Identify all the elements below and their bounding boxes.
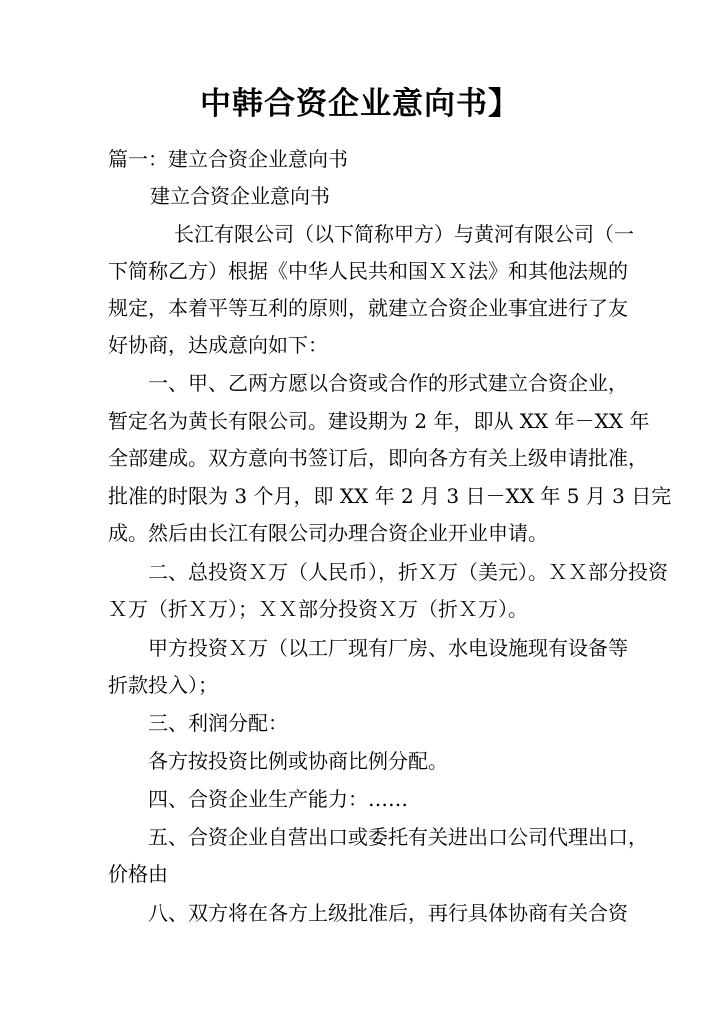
paragraph-line: 价格由 bbox=[108, 862, 168, 886]
paragraph-line: Ｘ万（折Ｘ万）；ＸＸ部分投资Ｘ万（折Ｘ万）。 bbox=[108, 597, 528, 621]
paragraph-line: 成。然后由长江有限公司办理合资企业开业申请。 bbox=[108, 521, 548, 545]
paragraph-line: 各方按投资比例或协商比例分配。 bbox=[148, 749, 448, 773]
paragraph-line: 二、总投资Ｘ万（人民币），折Ｘ万（美元）。ＸＸ部分投资 bbox=[148, 560, 668, 584]
paragraph-line: 规定，本着平等互利的原则，就建立合资企业事宜进行了友 bbox=[108, 296, 628, 320]
paragraph-line: 折款投入）； bbox=[108, 673, 218, 697]
paragraph-line: 暂定名为黄长有限公司。建设期为 2 年，即从 XX 年－XX 年 bbox=[108, 409, 650, 433]
paragraph-line: 四、合资企业生产能力：…… bbox=[148, 787, 408, 811]
paragraph-line: 五、合资企业自营出口或委托有关进出口公司代理出口， bbox=[148, 825, 648, 849]
paragraph-line: 长江有限公司（以下简称甲方）与黄河有限公司（一 bbox=[174, 222, 634, 246]
section-heading: 篇一：建立合资企业意向书 bbox=[108, 147, 348, 171]
paragraph-line: 一、甲、乙两方愿以合资或合作的形式建立合资企业， bbox=[148, 371, 628, 395]
paragraph-line: 下简称乙方）根据《中华人民共和国ＸＸ法》和其他法规的 bbox=[108, 259, 628, 283]
paragraph-line: 全部建成。双方意向书签订后，即向各方有关上级申请批准， bbox=[108, 446, 648, 470]
document-subtitle: 建立合资企业意向书 bbox=[150, 184, 330, 208]
paragraph-line: 三、利润分配： bbox=[148, 711, 288, 735]
document-title: 中韩合资企业意向书】 bbox=[200, 86, 520, 122]
paragraph-line: 批准的时限为 3 个月，即 XX 年 2 月 3 日－XX 年 5 月 3 日完 bbox=[108, 484, 672, 508]
paragraph-line: 好协商，达成意向如下： bbox=[108, 333, 328, 357]
paragraph-line: 甲方投资Ｘ万（以工厂现有厂房、水电设施现有设备等 bbox=[148, 636, 628, 660]
paragraph-line: 八、双方将在各方上级批准后，再行具体协商有关合资 bbox=[148, 901, 628, 925]
